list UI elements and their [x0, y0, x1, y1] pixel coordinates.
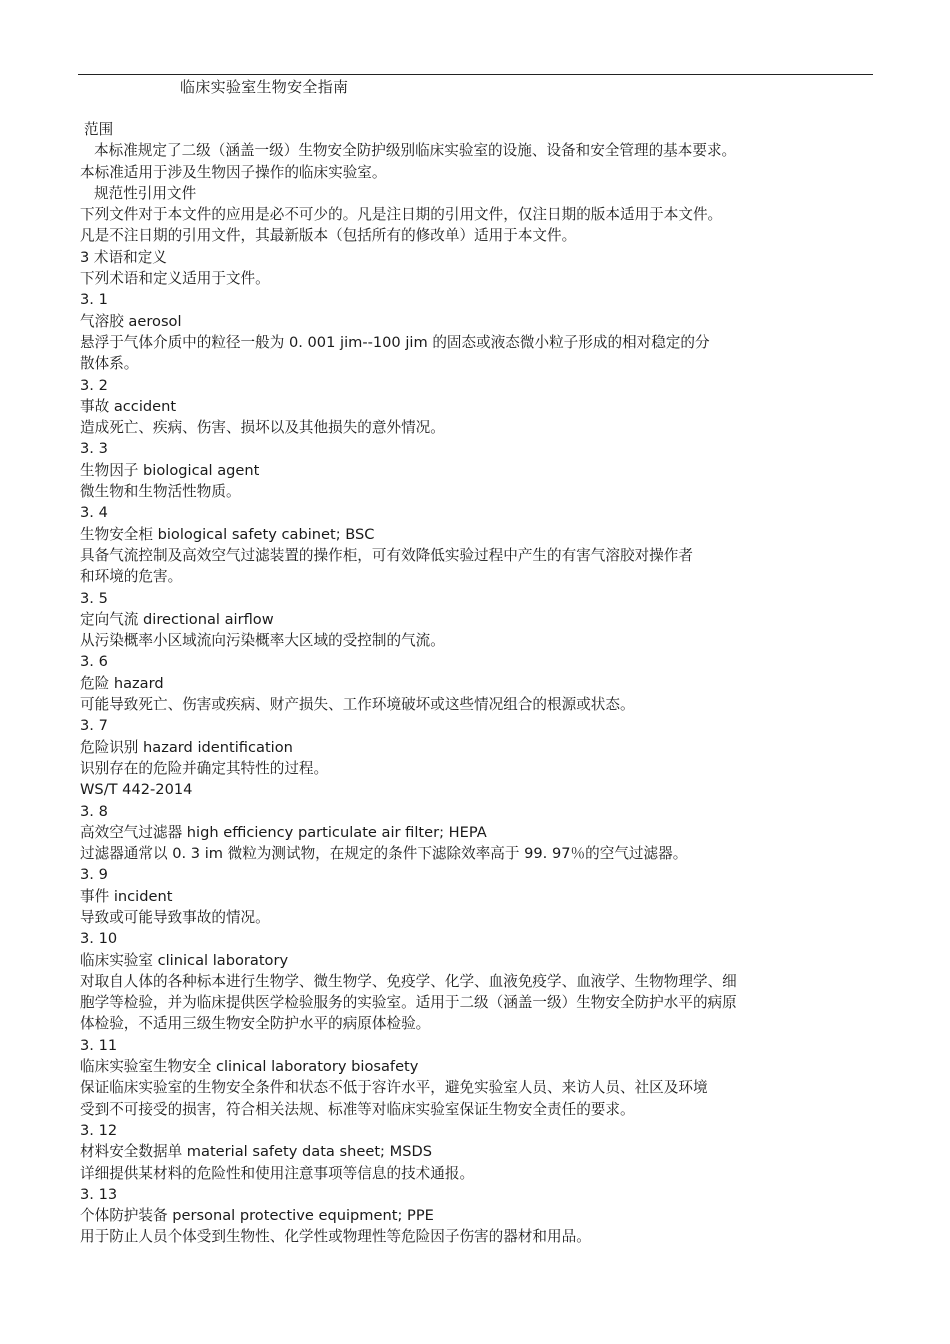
term-definition: 识别存在的危险并确定其特性的过程。 — [80, 759, 329, 777]
term-definition: 和环境的危害。 — [80, 568, 183, 586]
term-definition: 具备气流控制及高效空气过滤装置的操作柜，可有效降低实验过程中产生的有害气溶胶对操作者 — [80, 546, 693, 564]
term-number: 3. 8 — [80, 802, 108, 820]
term-number: 3. 4 — [80, 504, 108, 522]
term-title: 危险识别 hazard identification — [80, 738, 293, 756]
paragraph-line: 本标准适用于涉及生物因子操作的临床实验室。 — [80, 163, 387, 181]
term-title: 气溶胶 aerosol — [80, 312, 182, 330]
term-definition: 悬浮于气体介质中的粒径一般为 0. 001 jim--100 jim 的固态或液态微小粒子形成的相对稳定的分 — [80, 333, 710, 351]
paragraph-line: 本标准规定了二级（涵盖一级）生物安全防护级别临床实验室的设施、设备和安全管理的基本要求。 — [94, 142, 737, 160]
term-title: 个体防护装备 personal protective equipment; PPE — [80, 1207, 434, 1225]
term-title: 定向气流 directional airflow — [80, 610, 274, 628]
term-definition: 过滤器通常以 0. 3 im 微粒为测试物，在规定的条件下滤除效率高于 99. 97％的空气过滤器。 — [80, 845, 688, 863]
term-title: 事故 accident — [80, 397, 177, 415]
term-number: 3. 11 — [80, 1036, 118, 1054]
term-definition: 体检验，不适用三级生物安全防护水平的病原体检验。 — [80, 1015, 431, 1033]
term-title: 生物因子 biological agent — [80, 461, 260, 479]
term-definition: 胞学等检验，并为临床提供医学检验服务的实验室。适用于二级（涵盖一级）生物安全防护水平的病原 — [80, 994, 737, 1012]
term-definition: 散体系。 — [80, 355, 139, 373]
term-definition: 受到不可接受的损害，符合相关法规、标准等对临床实验室保证生物安全责任的要求。 — [80, 1100, 635, 1118]
term-title: 临床实验室 clinical laboratory — [80, 951, 289, 969]
term-number: 3. 2 — [80, 376, 108, 394]
term-definition: 可能导致死亡、伤害或疾病、财产损失、工作环境破坏或这些情况组合的根源或状态。 — [80, 696, 635, 714]
term-title: 事件 incident — [80, 887, 173, 905]
term-number: 3. 10 — [80, 930, 118, 948]
term-definition: 对取自人体的各种标本进行生物学、微生物学、免疫学、化学、血液免疫学、血液学、生物物理学、细 — [80, 972, 737, 990]
section-heading-references: 规范性引用文件 — [94, 184, 197, 202]
term-definition: 从污染概率小区域流向污染概率大区域的受控制的气流。 — [80, 632, 445, 650]
term-definition: 造成死亡、疾病、伤害、损坏以及其他损失的意外情况。 — [80, 419, 445, 437]
section-heading-scope: 范围 — [84, 121, 114, 138]
term-title: 危险 hazard — [80, 674, 164, 692]
standard-code: WS/T 442-2014 — [80, 781, 193, 799]
term-number: 3. 12 — [80, 1121, 118, 1139]
term-title: 临床实验室生物安全 clinical laboratory biosafety — [80, 1058, 419, 1076]
term-number: 3. 9 — [80, 866, 108, 884]
term-title: 高效空气过滤器 high efficiency particulate air filter; HEPA — [80, 823, 487, 841]
term-definition: 用于防止人员个体受到生物性、化学性或物理性等危险因子伤害的器材和用品。 — [80, 1228, 591, 1246]
term-number: 3. 7 — [80, 717, 108, 735]
term-number: 3. 5 — [80, 589, 108, 607]
term-title: 生物安全柜 biological safety cabinet; BSC — [80, 525, 375, 543]
term-number: 3. 13 — [80, 1185, 118, 1203]
header-rule — [78, 74, 873, 75]
term-definition: 详细提供某材料的危险性和使用注意事项等信息的技术通报。 — [80, 1164, 475, 1182]
document-body — [80, 119, 860, 1248]
paragraph-line: 下列术语和定义适用于文件。 — [80, 270, 270, 288]
term-definition: 保证临床实验室的生物安全条件和状态不低于容许水平，避免实验室人员、来访人员、社区及环境 — [80, 1079, 708, 1097]
section-heading-terms: 3 术语和定义 — [80, 248, 167, 266]
term-definition: 微生物和生物活性物质。 — [80, 483, 241, 501]
term-number: 3. 3 — [80, 440, 108, 458]
term-definition: 导致或可能导致事故的情况。 — [80, 908, 270, 926]
paragraph-line: 下列文件对于本文件的应用是必不可少的。凡是注日期的引用文件，仅注日期的版本适用于本文件。 — [80, 206, 723, 224]
term-title: 材料安全数据单 material safety data sheet; MSDS — [80, 1143, 432, 1161]
term-number: 3. 1 — [80, 291, 108, 309]
document-title: 临床实验室生物安全指南 — [180, 78, 349, 96]
term-number: 3. 6 — [80, 653, 108, 671]
paragraph-line: 凡是不注日期的引用文件，其最新版本（包括所有的修改单）适用于本文件。 — [80, 227, 577, 245]
